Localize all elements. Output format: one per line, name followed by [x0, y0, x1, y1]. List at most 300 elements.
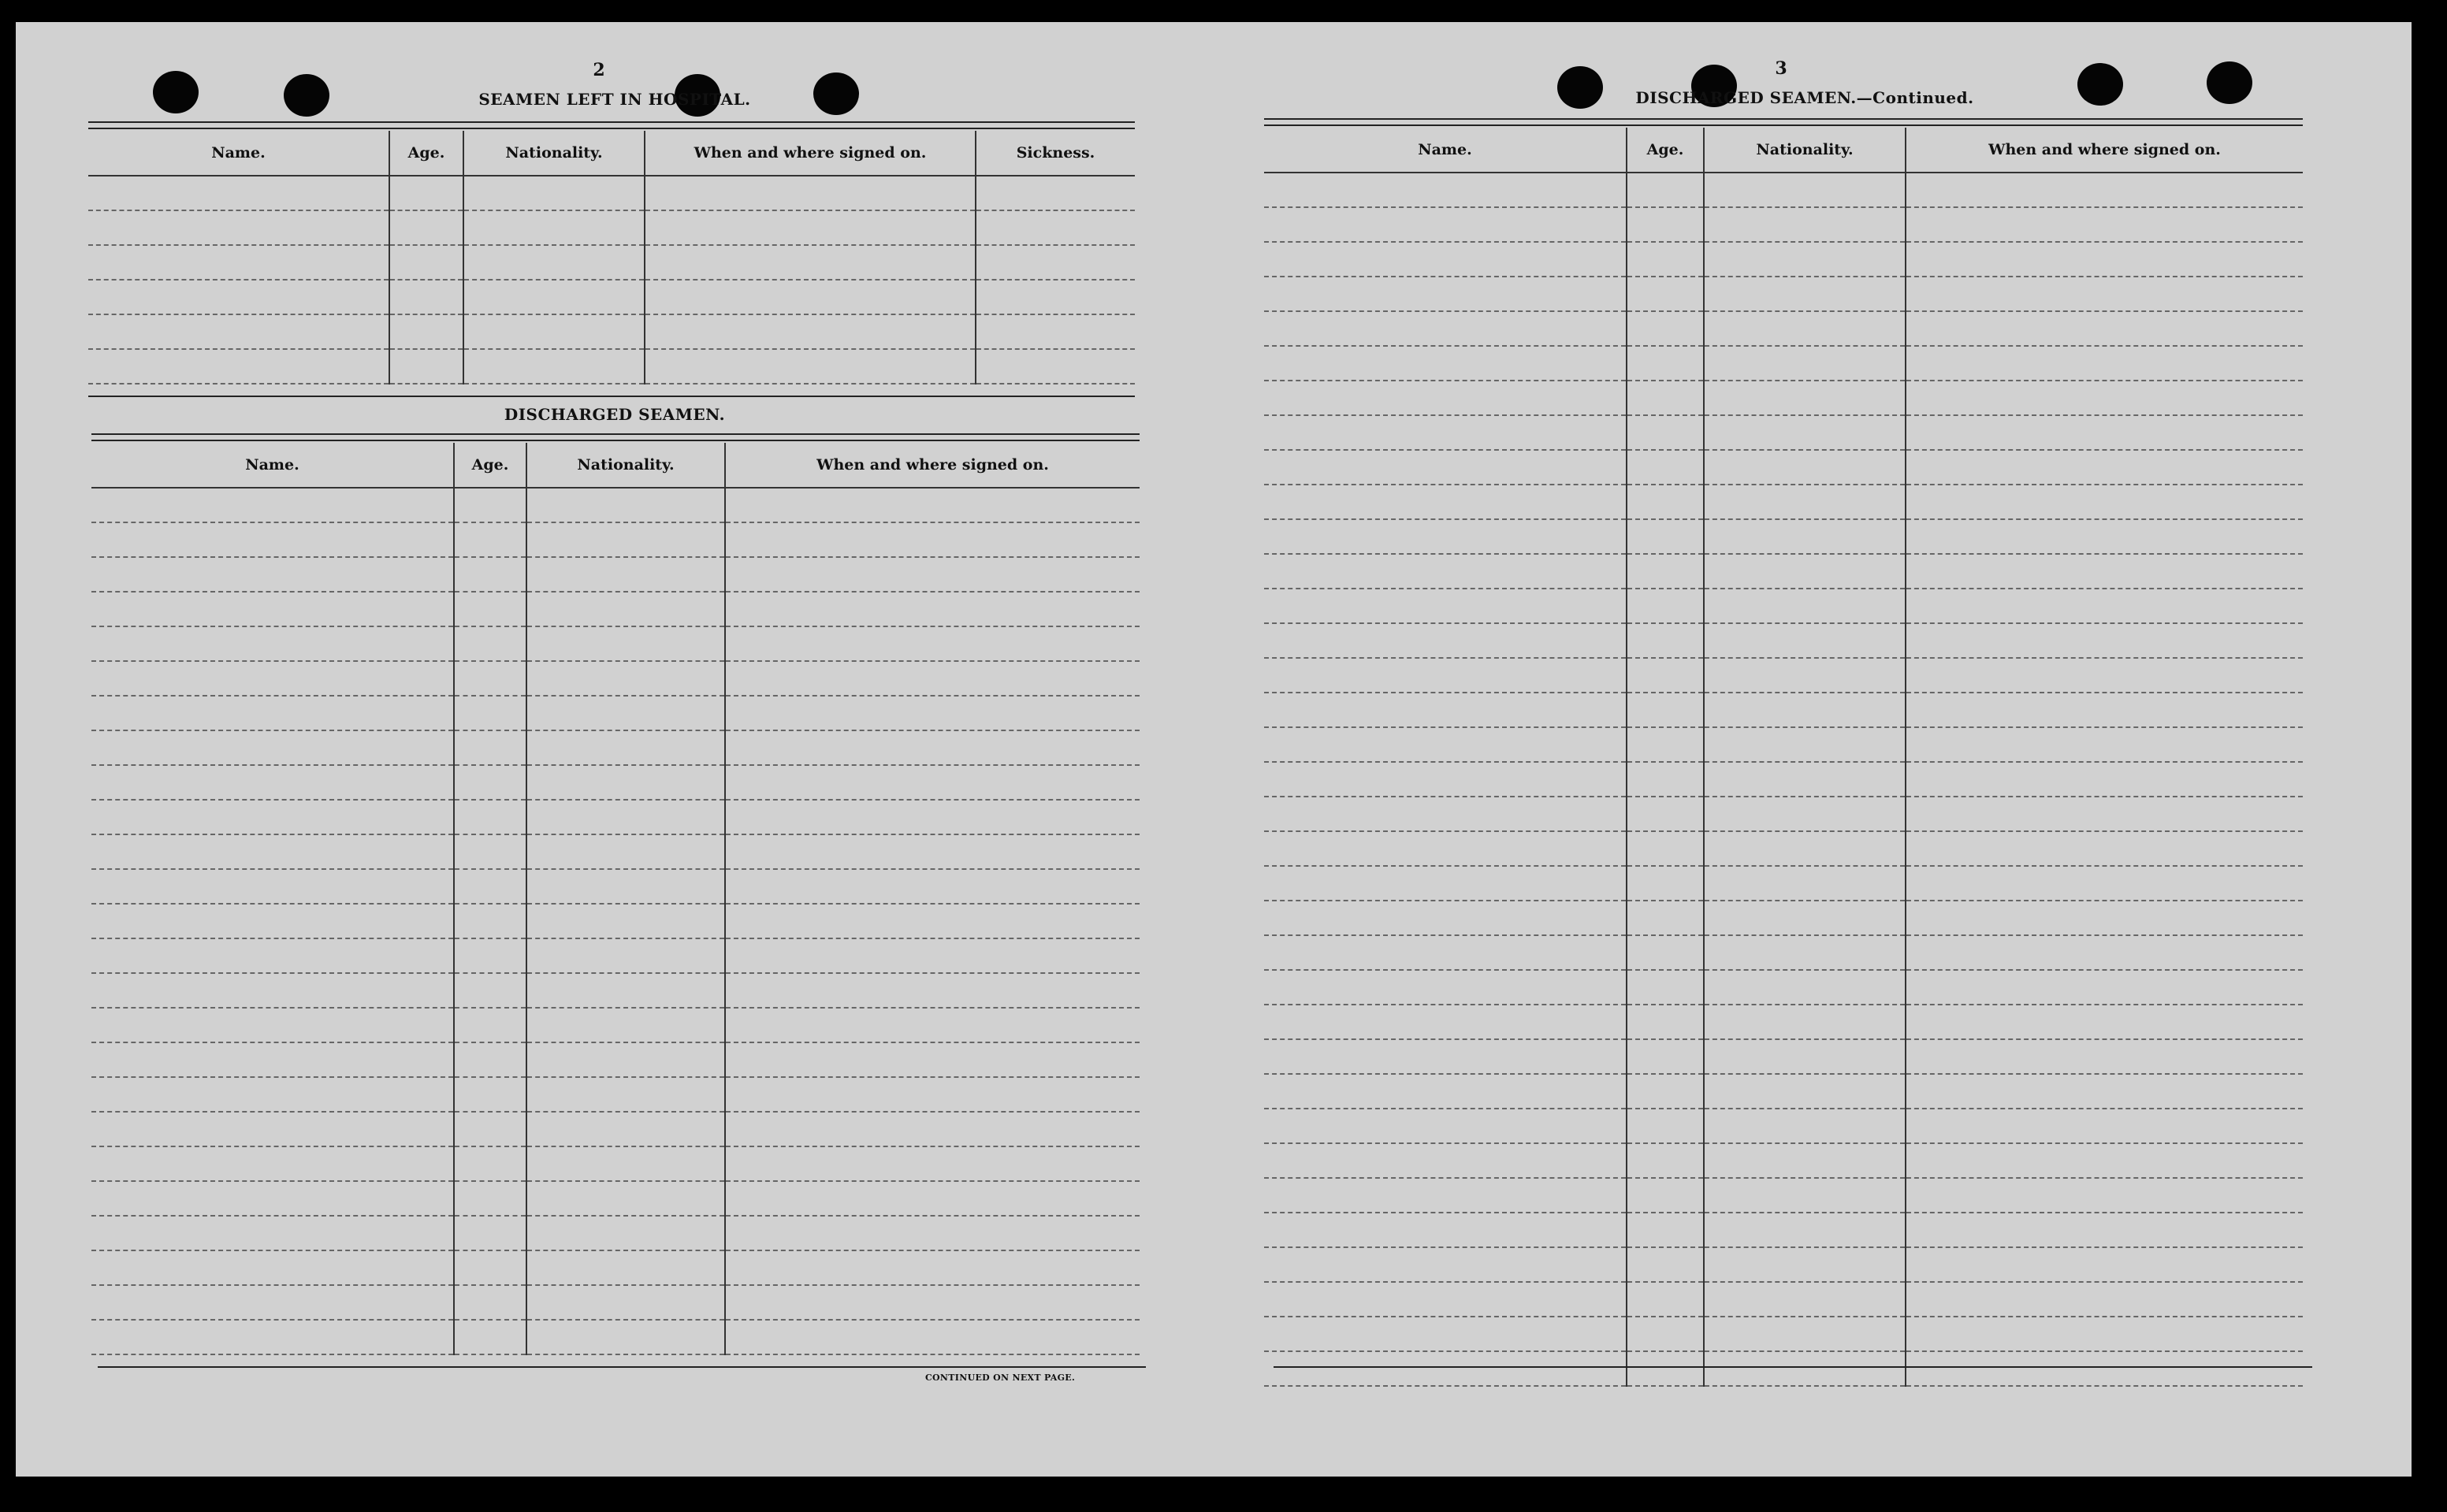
- blank-entry-cell: [1906, 970, 2303, 1005]
- blank-entry-cell: [1704, 1247, 1906, 1282]
- blank-entry-cell: [725, 1250, 1140, 1285]
- table-row: [1264, 623, 2303, 658]
- blank-entry-cell: [1264, 866, 1627, 901]
- blank-entry-cell: [526, 869, 725, 904]
- blank-entry-cell: [725, 1042, 1140, 1077]
- blank-entry-cell: [725, 1146, 1140, 1181]
- blank-entry-cell: [1627, 866, 1704, 901]
- blank-entry-cell: [645, 280, 976, 314]
- blank-entry-cell: [1627, 935, 1704, 970]
- column-header: Name.: [88, 131, 389, 176]
- blank-entry-cell: [1906, 554, 2303, 589]
- blank-entry-cell: [1704, 658, 1906, 693]
- blank-entry-cell: [454, 730, 526, 765]
- left-page-number: 2: [593, 60, 605, 80]
- blank-entry-cell: [1704, 207, 1906, 242]
- blank-entry-cell: [1627, 1074, 1704, 1109]
- blank-entry-cell: [645, 176, 976, 210]
- table-row: [91, 1216, 1140, 1250]
- blank-entry-cell: [1906, 1351, 2303, 1386]
- table-row: [91, 1146, 1140, 1181]
- continued-table: [1264, 128, 2303, 1387]
- table-row: [91, 1077, 1140, 1112]
- column-header: Nationality.: [526, 443, 725, 488]
- blank-entry-cell: [1704, 1213, 1906, 1247]
- table-row: [91, 730, 1140, 765]
- table-row: [1264, 727, 2303, 762]
- blank-entry-cell: [454, 765, 526, 800]
- blank-entry-cell: [725, 661, 1140, 696]
- column-header: Nationality.: [1704, 128, 1906, 173]
- blank-entry-cell: [1627, 242, 1704, 277]
- table-row: [1264, 1143, 2303, 1178]
- blank-entry-cell: [725, 488, 1140, 522]
- blank-entry-cell: [1704, 935, 1906, 970]
- blank-entry-cell: [91, 626, 454, 661]
- blank-entry-cell: [1906, 1178, 2303, 1213]
- blank-entry-cell: [91, 1112, 454, 1146]
- blank-entry-cell: [1264, 970, 1627, 1005]
- blank-entry-cell: [1704, 415, 1906, 450]
- table-row: [91, 938, 1140, 973]
- hospital-top-rule: [88, 128, 1135, 129]
- blank-entry-cell: [91, 557, 454, 592]
- blank-entry-cell: [1264, 589, 1627, 623]
- blank-entry-cell: [645, 210, 976, 245]
- blank-entry-cell: [1906, 207, 2303, 242]
- continued-header-row: [1264, 128, 2303, 173]
- blank-entry-cell: [454, 938, 526, 973]
- blank-entry-cell: [454, 1146, 526, 1181]
- blank-entry-cell: [1264, 762, 1627, 797]
- table-row: [1264, 1109, 2303, 1143]
- blank-entry-cell: [91, 938, 454, 973]
- blank-entry-cell: [1627, 1143, 1704, 1178]
- blank-entry-cell: [1906, 450, 2303, 485]
- blank-entry-cell: [1704, 1074, 1906, 1109]
- table-row: [91, 696, 1140, 730]
- blank-entry-cell: [526, 1112, 725, 1146]
- blank-entry-cell: [1264, 277, 1627, 311]
- continued-bottom-rule: [1274, 1366, 2312, 1368]
- blank-entry-cell: [1627, 1109, 1704, 1143]
- punch-hole: [2207, 61, 2252, 104]
- column-header: Sickness.: [976, 131, 1135, 176]
- blank-entry-cell: [526, 1216, 725, 1250]
- blank-entry-cell: [1906, 242, 2303, 277]
- blank-entry-cell: [91, 696, 454, 730]
- blank-entry-cell: [454, 1112, 526, 1146]
- blank-entry-cell: [1906, 623, 2303, 658]
- right-page-number: 3: [1775, 58, 1787, 79]
- blank-entry-cell: [454, 557, 526, 592]
- blank-entry-cell: [976, 176, 1135, 210]
- blank-entry-cell: [725, 1285, 1140, 1320]
- blank-entry-cell: [1906, 415, 2303, 450]
- table-row: [1264, 589, 2303, 623]
- blank-entry-cell: [463, 349, 645, 384]
- blank-entry-cell: [976, 280, 1135, 314]
- blank-entry-cell: [725, 522, 1140, 557]
- blank-entry-cell: [389, 176, 463, 210]
- table-row: [91, 557, 1140, 592]
- blank-entry-cell: [1264, 935, 1627, 970]
- table-row: [1264, 693, 2303, 727]
- blank-entry-cell: [88, 349, 389, 384]
- table-row: [88, 176, 1135, 210]
- table-row: [1264, 415, 2303, 450]
- discharged-top-rule: [91, 440, 1140, 441]
- blank-entry-cell: [1704, 1282, 1906, 1317]
- blank-entry-cell: [1627, 727, 1704, 762]
- blank-entry-cell: [1906, 1109, 2303, 1143]
- column-header: Age.: [389, 131, 463, 176]
- blank-entry-cell: [1704, 693, 1906, 727]
- table-row: [91, 834, 1140, 869]
- blank-entry-cell: [645, 314, 976, 349]
- blank-entry-cell: [1627, 762, 1704, 797]
- blank-entry-cell: [1906, 277, 2303, 311]
- table-row: [1264, 207, 2303, 242]
- blank-entry-cell: [389, 210, 463, 245]
- table-row: [1264, 173, 2303, 207]
- blank-entry-cell: [1704, 1143, 1906, 1178]
- blank-entry-cell: [1906, 1213, 2303, 1247]
- punch-hole: [284, 74, 329, 117]
- table-row: [1264, 970, 2303, 1005]
- blank-entry-cell: [1264, 1351, 1627, 1386]
- blank-entry-cell: [1906, 519, 2303, 554]
- blank-entry-cell: [1704, 1005, 1906, 1039]
- blank-entry-cell: [454, 488, 526, 522]
- blank-entry-cell: [1704, 311, 1906, 346]
- blank-entry-cell: [1704, 831, 1906, 866]
- blank-entry-cell: [1704, 901, 1906, 935]
- table-row: [1264, 901, 2303, 935]
- blank-entry-cell: [1264, 1213, 1627, 1247]
- blank-entry-cell: [1264, 1109, 1627, 1143]
- column-header: Name.: [1264, 128, 1627, 173]
- blank-entry-cell: [1264, 1247, 1627, 1282]
- column-header: When and where signed on.: [1906, 128, 2303, 173]
- blank-entry-cell: [454, 1285, 526, 1320]
- discharged-bottom-rule: [98, 1366, 1146, 1368]
- blank-entry-cell: [1264, 519, 1627, 554]
- table-row: [91, 1320, 1140, 1354]
- blank-entry-cell: [91, 592, 454, 626]
- blank-entry-cell: [526, 1181, 725, 1216]
- table-row: [1264, 1282, 2303, 1317]
- blank-entry-cell: [91, 1008, 454, 1042]
- table-row: [91, 1285, 1140, 1320]
- blank-entry-cell: [1906, 658, 2303, 693]
- blank-entry-cell: [725, 800, 1140, 834]
- hospital-header-row: [88, 131, 1135, 176]
- blank-entry-cell: [1627, 693, 1704, 727]
- blank-entry-cell: [91, 834, 454, 869]
- blank-entry-cell: [1704, 762, 1906, 797]
- blank-entry-cell: [1906, 311, 2303, 346]
- blank-entry-cell: [1906, 346, 2303, 381]
- blank-entry-cell: [1906, 1247, 2303, 1282]
- blank-entry-cell: [454, 800, 526, 834]
- blank-entry-cell: [454, 869, 526, 904]
- blank-entry-cell: [1627, 797, 1704, 831]
- blank-entry-cell: [1906, 797, 2303, 831]
- blank-entry-cell: [725, 626, 1140, 661]
- continued-top-rule: [1264, 118, 2303, 120]
- blank-entry-cell: [454, 1008, 526, 1042]
- blank-entry-cell: [1627, 207, 1704, 242]
- blank-entry-cell: [1704, 589, 1906, 623]
- table-row: [88, 314, 1135, 349]
- blank-entry-cell: [1264, 554, 1627, 589]
- blank-entry-cell: [463, 245, 645, 280]
- blank-entry-cell: [526, 765, 725, 800]
- blank-entry-cell: [91, 1216, 454, 1250]
- blank-entry-cell: [1627, 277, 1704, 311]
- table-row: [88, 280, 1135, 314]
- table-row: [1264, 346, 2303, 381]
- blank-entry-cell: [454, 1250, 526, 1285]
- table-row: [88, 349, 1135, 384]
- blank-entry-cell: [725, 938, 1140, 973]
- blank-entry-cell: [1906, 693, 2303, 727]
- blank-entry-cell: [1264, 1317, 1627, 1351]
- blank-entry-cell: [454, 1077, 526, 1112]
- table-row: [91, 765, 1140, 800]
- table-row: [1264, 1247, 2303, 1282]
- blank-entry-cell: [1704, 866, 1906, 901]
- blank-entry-cell: [1264, 485, 1627, 519]
- blank-entry-cell: [1264, 207, 1627, 242]
- blank-entry-cell: [1704, 1178, 1906, 1213]
- blank-entry-cell: [1264, 831, 1627, 866]
- blank-entry-cell: [976, 314, 1135, 349]
- table-row: [91, 1008, 1140, 1042]
- blank-entry-cell: [526, 1077, 725, 1112]
- column-header: When and where signed on.: [645, 131, 976, 176]
- table-row: [1264, 866, 2303, 901]
- blank-entry-cell: [1264, 381, 1627, 415]
- blank-entry-cell: [1704, 450, 1906, 485]
- column-header: Name.: [91, 443, 454, 488]
- blank-entry-cell: [1704, 797, 1906, 831]
- blank-entry-cell: [454, 1181, 526, 1216]
- blank-entry-cell: [1264, 1005, 1627, 1039]
- blank-entry-cell: [526, 730, 725, 765]
- blank-entry-cell: [91, 1181, 454, 1216]
- blank-entry-cell: [91, 488, 454, 522]
- blank-entry-cell: [1906, 589, 2303, 623]
- blank-entry-cell: [526, 592, 725, 626]
- blank-entry-cell: [1264, 242, 1627, 277]
- blank-entry-cell: [91, 973, 454, 1008]
- blank-entry-cell: [91, 1250, 454, 1285]
- blank-entry-cell: [526, 488, 725, 522]
- blank-entry-cell: [725, 973, 1140, 1008]
- blank-entry-cell: [91, 765, 454, 800]
- table-row: [91, 488, 1140, 522]
- blank-entry-cell: [91, 1077, 454, 1112]
- blank-entry-cell: [1627, 381, 1704, 415]
- blank-entry-cell: [725, 1008, 1140, 1042]
- blank-entry-cell: [88, 210, 389, 245]
- blank-entry-cell: [725, 1320, 1140, 1354]
- table-row: [91, 800, 1140, 834]
- blank-entry-cell: [1704, 485, 1906, 519]
- blank-entry-cell: [1906, 1039, 2303, 1074]
- blank-entry-cell: [91, 800, 454, 834]
- blank-entry-cell: [454, 1216, 526, 1250]
- blank-entry-cell: [1704, 277, 1906, 311]
- blank-entry-cell: [1906, 1005, 2303, 1039]
- blank-entry-cell: [526, 1250, 725, 1285]
- blank-entry-cell: [725, 1216, 1140, 1250]
- discharged-section-title: DISCHARGED SEAMEN.: [504, 405, 726, 424]
- blank-entry-cell: [1704, 173, 1906, 207]
- blank-entry-cell: [1704, 554, 1906, 589]
- blank-entry-cell: [976, 210, 1135, 245]
- blank-entry-cell: [1906, 1143, 2303, 1178]
- blank-entry-cell: [389, 349, 463, 384]
- table-row: [1264, 381, 2303, 415]
- table-row: [1264, 450, 2303, 485]
- blank-entry-cell: [1627, 901, 1704, 935]
- blank-entry-cell: [454, 522, 526, 557]
- blank-entry-cell: [1906, 866, 2303, 901]
- blank-entry-cell: [1627, 1039, 1704, 1074]
- blank-entry-cell: [1264, 311, 1627, 346]
- table-row: [91, 904, 1140, 938]
- blank-entry-cell: [526, 1320, 725, 1354]
- blank-entry-cell: [725, 730, 1140, 765]
- table-row: [91, 626, 1140, 661]
- column-header: Nationality.: [463, 131, 645, 176]
- blank-entry-cell: [1704, 970, 1906, 1005]
- blank-entry-cell: [454, 904, 526, 938]
- blank-entry-cell: [526, 904, 725, 938]
- blank-entry-cell: [91, 1042, 454, 1077]
- blank-entry-cell: [1906, 1282, 2303, 1317]
- discharged-continued-title: DISCHARGED SEAMEN.—Continued.: [1635, 88, 1974, 107]
- blank-entry-cell: [1264, 1039, 1627, 1074]
- blank-entry-cell: [1906, 831, 2303, 866]
- blank-entry-cell: [1627, 1178, 1704, 1213]
- discharged-top-rule: [91, 433, 1140, 435]
- blank-entry-cell: [526, 938, 725, 973]
- discharged-rows: [91, 488, 1140, 1354]
- blank-entry-cell: [454, 834, 526, 869]
- blank-entry-cell: [1704, 346, 1906, 381]
- table-row: [1264, 277, 2303, 311]
- blank-entry-cell: [1264, 346, 1627, 381]
- punch-hole: [153, 71, 199, 113]
- blank-entry-cell: [1906, 1074, 2303, 1109]
- table-row: [1264, 1178, 2303, 1213]
- blank-entry-cell: [976, 245, 1135, 280]
- hospital-top-rule: [88, 121, 1135, 123]
- blank-entry-cell: [1627, 1282, 1704, 1317]
- table-row: [1264, 831, 2303, 866]
- blank-entry-cell: [1704, 1351, 1906, 1386]
- blank-entry-cell: [1264, 1074, 1627, 1109]
- table-row: [1264, 485, 2303, 519]
- table-row: [1264, 1317, 2303, 1351]
- table-row: [1264, 311, 2303, 346]
- hospital-section-title: SEAMEN LEFT IN HOSPITAL.: [478, 90, 751, 109]
- blank-entry-cell: [526, 626, 725, 661]
- blank-entry-cell: [454, 973, 526, 1008]
- blank-entry-cell: [91, 1320, 454, 1354]
- blank-entry-cell: [1264, 415, 1627, 450]
- blank-entry-cell: [1906, 727, 2303, 762]
- punch-hole: [2077, 63, 2123, 106]
- blank-entry-cell: [1704, 1039, 1906, 1074]
- blank-entry-cell: [389, 245, 463, 280]
- table-row: [91, 869, 1140, 904]
- table-row: [91, 1250, 1140, 1285]
- blank-entry-cell: [1627, 658, 1704, 693]
- blank-entry-cell: [1906, 485, 2303, 519]
- blank-entry-cell: [1627, 1317, 1704, 1351]
- blank-entry-cell: [1627, 623, 1704, 658]
- blank-entry-cell: [454, 1042, 526, 1077]
- blank-entry-cell: [526, 973, 725, 1008]
- table-row: [91, 522, 1140, 557]
- blank-entry-cell: [645, 245, 976, 280]
- discharged-header-row: [91, 443, 1140, 488]
- blank-entry-cell: [725, 834, 1140, 869]
- blank-entry-cell: [526, 800, 725, 834]
- blank-entry-cell: [1906, 381, 2303, 415]
- blank-entry-cell: [1264, 658, 1627, 693]
- blank-entry-cell: [1264, 901, 1627, 935]
- blank-entry-cell: [91, 1285, 454, 1320]
- table-row: [1264, 1005, 2303, 1039]
- blank-entry-cell: [454, 661, 526, 696]
- table-row: [1264, 935, 2303, 970]
- blank-entry-cell: [1906, 173, 2303, 207]
- blank-entry-cell: [725, 1112, 1140, 1146]
- blank-entry-cell: [1906, 762, 2303, 797]
- blank-entry-cell: [725, 1181, 1140, 1216]
- blank-entry-cell: [1627, 519, 1704, 554]
- table-row: [1264, 658, 2303, 693]
- blank-entry-cell: [1627, 970, 1704, 1005]
- blank-entry-cell: [389, 314, 463, 349]
- table-row: [1264, 1074, 2303, 1109]
- blank-entry-cell: [1627, 450, 1704, 485]
- table-row: [88, 210, 1135, 245]
- table-row: [1264, 1351, 2303, 1386]
- blank-entry-cell: [725, 869, 1140, 904]
- blank-entry-cell: [1906, 901, 2303, 935]
- blank-entry-cell: [526, 522, 725, 557]
- blank-entry-cell: [725, 765, 1140, 800]
- blank-entry-cell: [526, 661, 725, 696]
- blank-entry-cell: [91, 904, 454, 938]
- table-row: [1264, 797, 2303, 831]
- table-row: [91, 1181, 1140, 1216]
- blank-entry-cell: [454, 592, 526, 626]
- blank-entry-cell: [725, 557, 1140, 592]
- blank-entry-cell: [526, 1285, 725, 1320]
- table-row: [1264, 1213, 2303, 1247]
- column-header: Age.: [454, 443, 526, 488]
- continued-top-rule: [1264, 124, 2303, 126]
- blank-entry-cell: [88, 314, 389, 349]
